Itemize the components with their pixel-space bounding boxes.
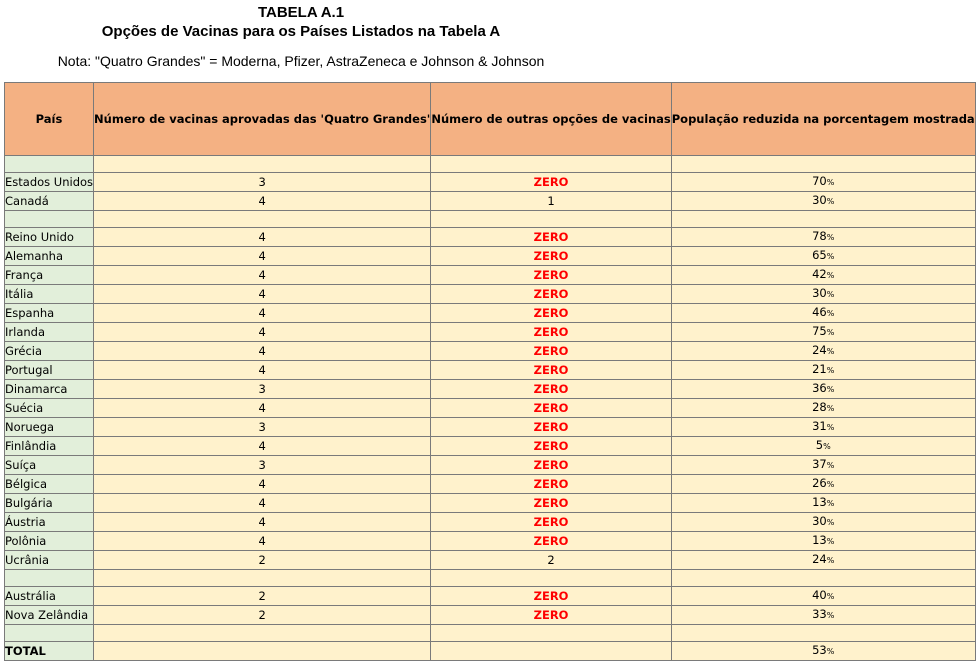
country-cell: Portugal xyxy=(5,361,94,380)
table-row xyxy=(5,173,976,192)
table-row xyxy=(5,606,976,625)
approved-count-cell: 4 xyxy=(94,304,431,323)
approved-count-cell: 2 xyxy=(94,587,431,606)
approved-count-cell: 4 xyxy=(94,342,431,361)
country-cell: Reino Unido xyxy=(5,228,94,247)
other-options-cell: ZERO xyxy=(431,228,671,247)
header-other: Número de outras opções de vacinas xyxy=(431,83,671,156)
other-options-cell: ZERO xyxy=(431,173,671,192)
approved-count-cell: 4 xyxy=(94,437,431,456)
country-cell: Alemanha xyxy=(5,247,94,266)
table-title: TABELA A.1 xyxy=(257,4,345,21)
pct-unit: % xyxy=(826,271,835,280)
pct-value: 30 xyxy=(812,193,827,207)
approved-count-cell: 4 xyxy=(94,399,431,418)
country-cell: Dinamarca xyxy=(5,380,94,399)
other-options-cell: 1 xyxy=(431,192,671,211)
population-pct-cell xyxy=(671,247,975,266)
other-options-cell: ZERO xyxy=(431,494,671,513)
pct-unit: % xyxy=(826,499,835,508)
pct-value: 37 xyxy=(812,457,827,471)
country-cell: Austrália xyxy=(5,587,94,606)
approved-count-cell: 3 xyxy=(94,418,431,437)
approved-count-cell: 4 xyxy=(94,532,431,551)
other-options-cell: ZERO xyxy=(431,587,671,606)
pct-value: 78 xyxy=(812,229,827,243)
approved-count-cell: 4 xyxy=(94,494,431,513)
pct-value: 33 xyxy=(812,607,827,621)
vaccine-options-table xyxy=(4,82,976,661)
country-cell: Nova Zelândia xyxy=(5,606,94,625)
other-options-cell: ZERO xyxy=(431,606,671,625)
table-row xyxy=(5,494,976,513)
country-cell: Espanha xyxy=(5,304,94,323)
country-cell: Bulgária xyxy=(5,494,94,513)
pct-value: 26 xyxy=(812,476,827,490)
approved-count-cell: 4 xyxy=(94,513,431,532)
population-pct-cell xyxy=(671,211,975,228)
other-options-cell: ZERO xyxy=(431,456,671,475)
pct-unit: % xyxy=(826,556,835,565)
table-row xyxy=(5,475,976,494)
other-options-cell: ZERO xyxy=(431,532,671,551)
pct-unit: % xyxy=(826,347,835,356)
country-cell: França xyxy=(5,266,94,285)
total-row xyxy=(5,642,976,661)
country-cell: Finlândia xyxy=(5,437,94,456)
approved-count-cell: 4 xyxy=(94,323,431,342)
population-pct-cell xyxy=(671,192,975,211)
pct-value: 46 xyxy=(812,305,827,319)
pct-value: 24 xyxy=(812,552,827,566)
population-pct-cell xyxy=(671,570,975,587)
other-options-cell: ZERO xyxy=(431,285,671,304)
other-options-cell: ZERO xyxy=(431,513,671,532)
pct-unit: % xyxy=(826,178,835,187)
other-options-cell: ZERO xyxy=(431,266,671,285)
table-row xyxy=(5,323,976,342)
population-pct-cell xyxy=(671,625,975,642)
table-row xyxy=(5,456,976,475)
approved-count-cell: 4 xyxy=(94,475,431,494)
pct-value: 70 xyxy=(812,174,827,188)
other-options-cell xyxy=(431,570,671,587)
population-pct-cell xyxy=(671,156,975,173)
population-pct-cell xyxy=(671,437,975,456)
other-options-cell xyxy=(431,642,671,661)
approved-count-cell: 2 xyxy=(94,551,431,570)
table-row xyxy=(5,570,976,587)
pct-value: 36 xyxy=(812,381,827,395)
pct-unit: % xyxy=(823,442,831,451)
table-note: Nota: "Quatro Grandes" = Moderna, Pfizer, AstraZeneca e Johnson & Johnson xyxy=(57,53,545,69)
population-pct-cell xyxy=(671,642,975,661)
pct-unit: % xyxy=(826,309,835,318)
other-options-cell: ZERO xyxy=(431,342,671,361)
pct-value: 5 xyxy=(815,438,824,452)
pct-unit: % xyxy=(826,537,835,546)
pct-unit: % xyxy=(826,366,835,375)
country-cell: Noruega xyxy=(5,418,94,437)
pct-unit: % xyxy=(826,480,835,489)
country-cell xyxy=(5,156,94,173)
pct-unit: % xyxy=(826,592,835,601)
other-options-cell: ZERO xyxy=(431,418,671,437)
population-pct-cell xyxy=(671,513,975,532)
other-options-cell: ZERO xyxy=(431,323,671,342)
pct-value: 13 xyxy=(812,495,827,509)
pct-value: 30 xyxy=(812,286,827,300)
other-options-cell: ZERO xyxy=(431,380,671,399)
population-pct-cell xyxy=(671,475,975,494)
country-cell: Ucrânia xyxy=(5,551,94,570)
population-pct-cell xyxy=(671,587,975,606)
table-row xyxy=(5,532,976,551)
pct-unit: % xyxy=(826,252,835,261)
pct-value: 28 xyxy=(812,400,827,414)
other-options-cell: ZERO xyxy=(431,399,671,418)
pct-unit: % xyxy=(826,461,835,470)
other-options-cell: ZERO xyxy=(431,437,671,456)
table-row xyxy=(5,587,976,606)
pct-unit: % xyxy=(826,290,835,299)
other-options-cell: ZERO xyxy=(431,361,671,380)
pct-unit: % xyxy=(826,233,835,242)
pct-unit: % xyxy=(826,197,835,206)
pct-value: 42 xyxy=(812,267,827,281)
table-row xyxy=(5,418,976,437)
country-cell: Suíça xyxy=(5,456,94,475)
population-pct-cell xyxy=(671,532,975,551)
approved-count-cell: 2 xyxy=(94,606,431,625)
pct-unit: % xyxy=(826,518,835,527)
population-pct-cell xyxy=(671,606,975,625)
pct-unit: % xyxy=(826,611,835,620)
population-pct-cell xyxy=(671,266,975,285)
pct-value: 65 xyxy=(812,248,827,262)
country-cell: Irlanda xyxy=(5,323,94,342)
approved-count-cell: 3 xyxy=(94,456,431,475)
table-row xyxy=(5,247,976,266)
table-row xyxy=(5,266,976,285)
country-cell: Suécia xyxy=(5,399,94,418)
table-row xyxy=(5,437,976,456)
table-row xyxy=(5,625,976,642)
table-row xyxy=(5,399,976,418)
country-cell: Áustria xyxy=(5,513,94,532)
header-approved: Número de vacinas aprovadas das 'Quatro Grandes' xyxy=(94,83,431,156)
pct-unit: % xyxy=(826,404,835,413)
pct-unit: % xyxy=(826,385,835,394)
table-row xyxy=(5,342,976,361)
approved-count-cell xyxy=(94,570,431,587)
approved-count-cell: 4 xyxy=(94,361,431,380)
table-row xyxy=(5,228,976,247)
country-cell: Grécia xyxy=(5,342,94,361)
other-options-cell xyxy=(431,625,671,642)
table-row xyxy=(5,551,976,570)
pct-unit: % xyxy=(826,328,835,337)
country-cell xyxy=(5,211,94,228)
country-cell: Bélgica xyxy=(5,475,94,494)
population-pct-cell xyxy=(671,304,975,323)
population-pct-cell xyxy=(671,228,975,247)
population-pct-cell xyxy=(671,551,975,570)
approved-count-cell: 4 xyxy=(94,266,431,285)
table-row xyxy=(5,380,976,399)
table-subtitle: Opções de Vacinas para os Países Listados na Tabela A xyxy=(101,23,501,40)
population-pct-cell xyxy=(671,380,975,399)
approved-count-cell: 4 xyxy=(94,228,431,247)
approved-count-cell: 4 xyxy=(94,192,431,211)
population-pct-cell xyxy=(671,418,975,437)
pct-value: 53 xyxy=(812,643,827,657)
pct-unit: % xyxy=(826,423,835,432)
approved-count-cell: 4 xyxy=(94,247,431,266)
other-options-cell xyxy=(431,156,671,173)
table-row xyxy=(5,192,976,211)
pct-value: 13 xyxy=(812,533,827,547)
approved-count-cell xyxy=(94,642,431,661)
table-row xyxy=(5,285,976,304)
country-cell: Canadá xyxy=(5,192,94,211)
approved-count-cell xyxy=(94,211,431,228)
country-cell: Estados Unidos xyxy=(5,173,94,192)
pct-value: 75 xyxy=(812,324,827,338)
other-options-cell: ZERO xyxy=(431,304,671,323)
header-country: País xyxy=(5,83,94,156)
country-cell xyxy=(5,570,94,587)
table-row xyxy=(5,513,976,532)
pct-value: 40 xyxy=(812,588,827,602)
pct-unit: % xyxy=(826,647,835,656)
approved-count-cell xyxy=(94,625,431,642)
other-options-cell: 2 xyxy=(431,551,671,570)
pct-value: 24 xyxy=(812,343,827,357)
other-options-cell: ZERO xyxy=(431,247,671,266)
table-row xyxy=(5,304,976,323)
approved-count-cell: 3 xyxy=(94,380,431,399)
population-pct-cell xyxy=(671,456,975,475)
table-row xyxy=(5,156,976,173)
table-row xyxy=(5,361,976,380)
population-pct-cell xyxy=(671,173,975,192)
country-cell: TOTAL xyxy=(5,642,94,661)
population-pct-cell xyxy=(671,494,975,513)
other-options-cell: ZERO xyxy=(431,475,671,494)
pct-value: 30 xyxy=(812,514,827,528)
population-pct-cell xyxy=(671,285,975,304)
population-pct-cell xyxy=(671,361,975,380)
approved-count-cell: 3 xyxy=(94,173,431,192)
country-cell: Itália xyxy=(5,285,94,304)
header-row xyxy=(5,83,976,156)
pct-value: 31 xyxy=(812,419,827,433)
population-pct-cell xyxy=(671,342,975,361)
header-population: População reduzida na porcentagem mostrada xyxy=(671,83,975,156)
population-pct-cell xyxy=(671,323,975,342)
other-options-cell xyxy=(431,211,671,228)
approved-count-cell: 4 xyxy=(94,285,431,304)
country-cell: Polônia xyxy=(5,532,94,551)
table-body xyxy=(5,156,976,661)
pct-value: 21 xyxy=(812,362,827,376)
country-cell xyxy=(5,625,94,642)
table-row xyxy=(5,211,976,228)
approved-count-cell xyxy=(94,156,431,173)
population-pct-cell xyxy=(671,399,975,418)
